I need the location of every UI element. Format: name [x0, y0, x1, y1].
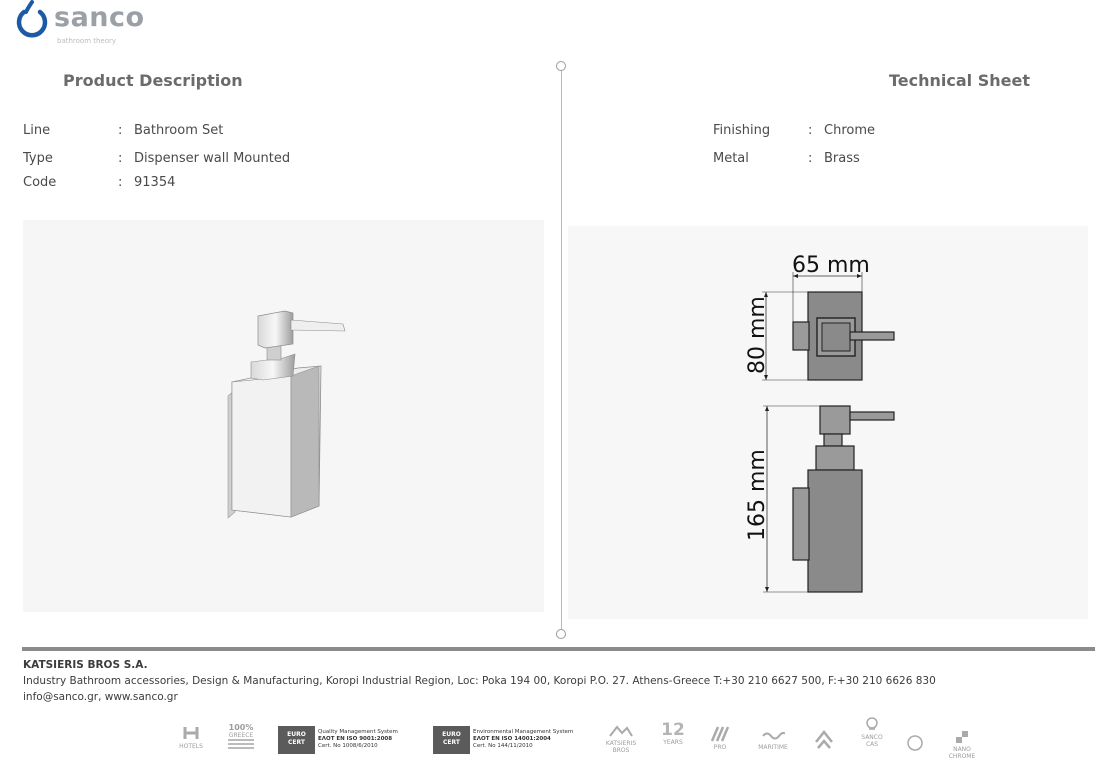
nano-label: NANO CHROME [948, 746, 976, 760]
cert-quality-line1: Quality Management System [318, 729, 398, 735]
nano-badge [946, 730, 978, 760]
greece-label: GREECE [228, 732, 254, 739]
cert-environment-line3: Cert. No 144/11/2010 [473, 743, 533, 749]
product-photo [23, 220, 544, 612]
years-number: 12 [661, 720, 685, 740]
cert-environment-line1: Environmental Management System [473, 729, 574, 735]
spec-label: Type [23, 151, 53, 166]
footer-rule [22, 647, 1095, 651]
technical-drawing [568, 226, 1088, 619]
circle-seal-icon [906, 734, 924, 752]
cert-quality-text [318, 729, 398, 750]
spec-row-code [23, 175, 175, 190]
spec-value: Brass [824, 151, 860, 166]
years-badge [658, 721, 688, 746]
eurocert-quality-logo: EURO CERT [278, 726, 315, 754]
pro-badge [706, 726, 734, 751]
hotels-badge [176, 725, 206, 750]
cert-environment-line2: ΕΛΟΤ EN ISO 14001:2004 [473, 736, 551, 742]
logo-tagline: bathroom theory [57, 37, 117, 45]
soap-dispenser-image [23, 220, 544, 612]
hotels-label: HOTELS [179, 743, 203, 750]
spec-colon: : [118, 123, 123, 138]
height-dimension-label: 165 mm [745, 449, 770, 541]
sanco-cas-badge [858, 716, 886, 748]
logo-brand: sanco [54, 2, 145, 33]
spec-colon: : [118, 151, 123, 166]
nano-icon [952, 730, 972, 744]
spec-label: Finishing [713, 123, 771, 138]
spec-colon: : [808, 123, 813, 138]
greek-flag-icon [228, 739, 254, 751]
cert-quality-line3: Cert. No 1008/6/2010 [318, 743, 378, 749]
spec-label: Line [23, 123, 51, 138]
katsieris-label: KATSIERIS BROS [605, 740, 637, 754]
company-contact: info@sanco.gr, www.sanco.gr [23, 691, 178, 703]
divider-top-dot [556, 61, 566, 71]
me-badge [810, 728, 838, 754]
stripes-icon [708, 726, 732, 742]
katsieris-badge [603, 724, 639, 754]
spec-value: Chrome [824, 123, 875, 138]
sanco-logo [14, 0, 144, 46]
spec-value: Bathroom Set [134, 123, 224, 138]
hotels-icon [181, 725, 201, 741]
technical-sheet-title: Technical Sheet [889, 71, 1030, 90]
divider-bottom-dot [556, 629, 566, 639]
product-description-title: Product Description [63, 71, 243, 90]
company-name: KATSIERIS BROS S.A. [23, 659, 148, 671]
company-address: Industry Bathroom accessories, Design & Manufacturing, Koropi Industrial Region, Loc: Poka 194 00, Koropi P.O. 27. Athens-Greece T:+30 210 6627 500, F:+30 210 6626 830 [23, 675, 936, 687]
width-dimension-label: 65 mm [792, 253, 870, 278]
sanco-cas-label: SANCO CAS [861, 734, 883, 748]
spec-row-line [23, 123, 223, 138]
water-drop-icon [14, 0, 50, 44]
vertical-divider [561, 66, 562, 634]
cert-environment-text [473, 729, 573, 750]
greece-badge [224, 723, 258, 753]
spec-value: 91354 [134, 175, 176, 190]
cert-quality-line2: ΕΛΟΤ EN ISO 9001:2008 [318, 736, 393, 742]
maritime-label: MARITIME [758, 744, 788, 751]
spec-label: Code [23, 175, 57, 190]
eurocert-environment-logo: EURO CERT [433, 726, 470, 754]
greece-percent: 100% [228, 723, 254, 732]
circle-badge [904, 734, 926, 754]
spec-value: Dispenser wall Mounted [134, 151, 291, 166]
spec-row-type [23, 151, 290, 166]
maritime-badge [756, 730, 790, 751]
lightbulb-icon [862, 716, 882, 732]
wave-icon [761, 730, 785, 742]
spec-colon: : [808, 151, 813, 166]
dimension-drawing [568, 226, 1088, 619]
years-label: YEARS [663, 739, 683, 746]
chevron-diamond-icon [812, 728, 836, 752]
pro-label: PRO [713, 744, 727, 751]
spec-label: Metal [713, 151, 749, 166]
spec-colon: : [118, 175, 123, 190]
spec-row-finishing [713, 123, 875, 138]
spec-row-metal [713, 151, 860, 166]
roof-icon [608, 724, 634, 738]
depth-dimension-label: 80 mm [745, 296, 770, 374]
